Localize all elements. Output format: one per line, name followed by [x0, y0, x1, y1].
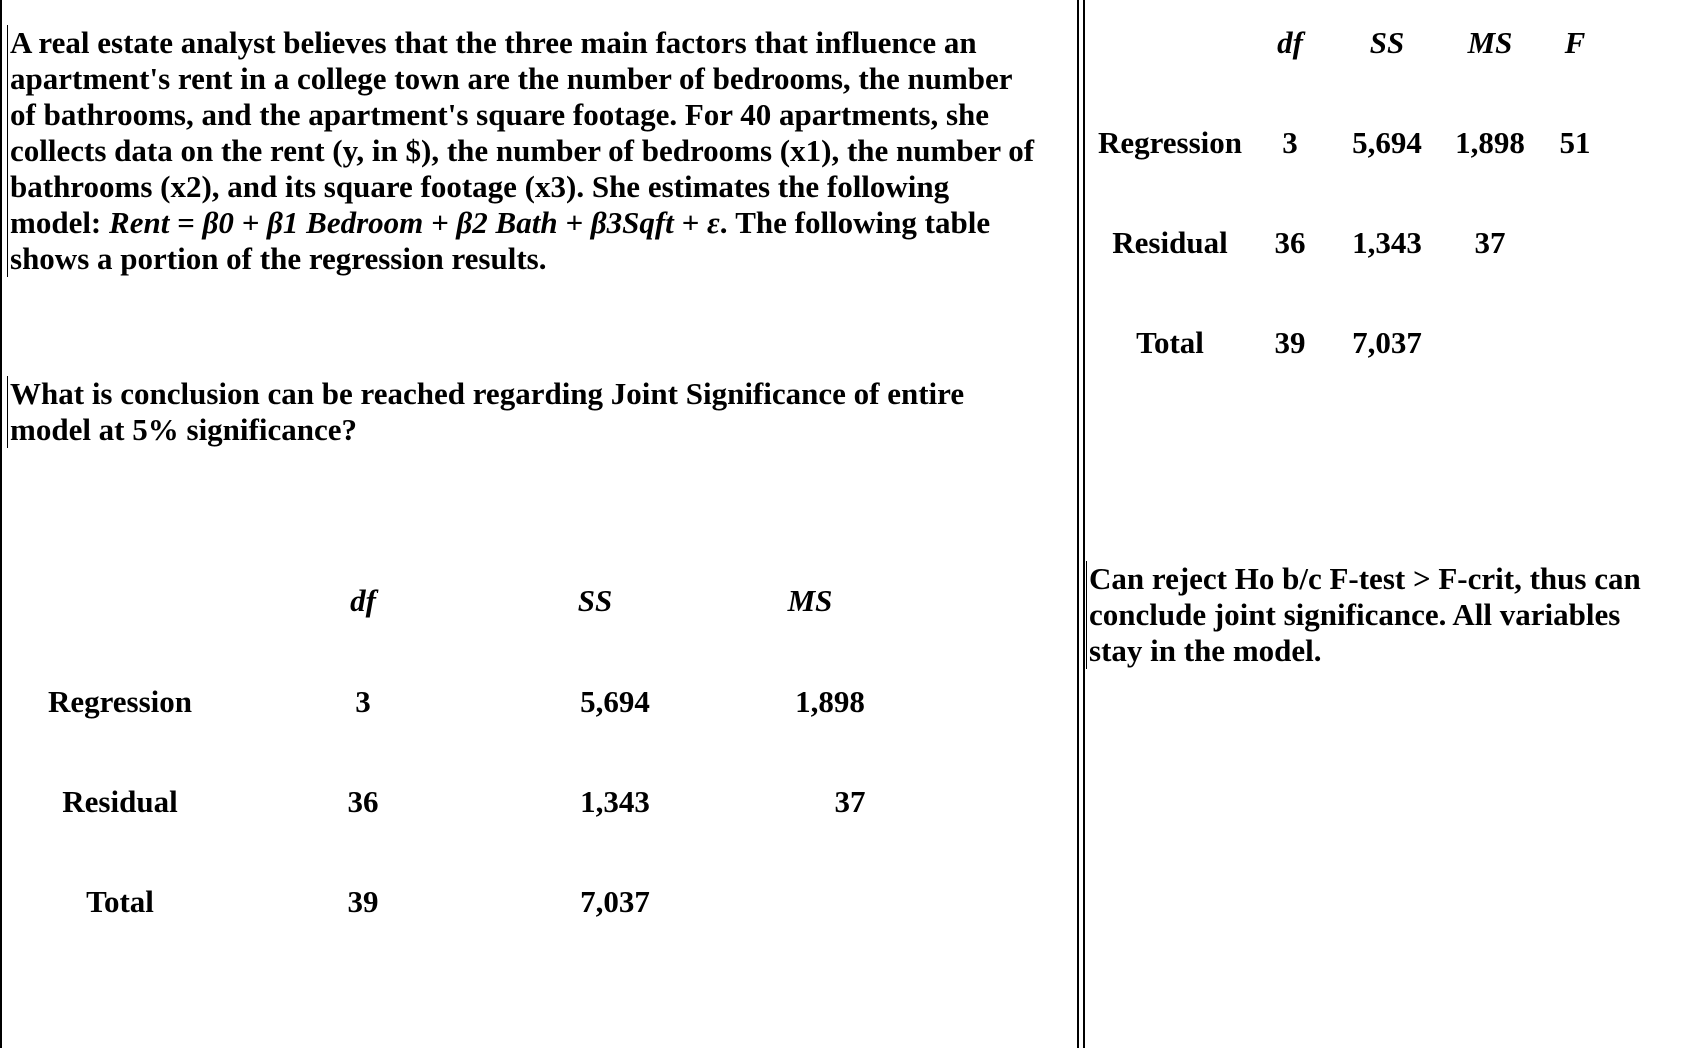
- cell-df: 39: [347, 884, 379, 919]
- cell-df: 36: [1274, 225, 1306, 260]
- cell-ms: 37: [834, 784, 866, 819]
- question-text: [7, 376, 964, 448]
- column-divider-line: [1077, 0, 1079, 1048]
- problem-line: bathrooms (x2), and its square footage (x3). She estimates the following: [10, 169, 950, 204]
- cell-ss: 5,694: [1352, 125, 1422, 160]
- cell-ms: 37: [1474, 225, 1506, 260]
- cell-df: 3: [1282, 125, 1298, 160]
- cell-ms: 1,898: [795, 684, 865, 719]
- cell-f: 51: [1559, 125, 1591, 160]
- model-tail: . The following table: [719, 205, 991, 240]
- row-label-total: Total: [1136, 325, 1204, 360]
- row-label-regression: Regression: [1097, 125, 1243, 160]
- cell-ss: 1,343: [580, 784, 650, 819]
- question-line: What is conclusion can be reached regarding Joint Significance of entire: [10, 376, 965, 411]
- problem-line: shows a portion of the regression results.: [10, 241, 547, 276]
- left-border-line: [0, 0, 2, 1048]
- problem-line: A real estate analyst believes that the three main factors that influence an: [10, 25, 977, 60]
- col-header-ms: MS: [1467, 25, 1513, 60]
- answer-line: Can reject Ho b/c F-test > F-crit, thus can: [1089, 561, 1641, 596]
- col-header-ss: SS: [577, 583, 613, 618]
- row-label-regression: Regression: [47, 684, 193, 719]
- row-label-residual: Residual: [1112, 225, 1228, 260]
- cell-df: 3: [355, 684, 371, 719]
- problem-statement: [7, 25, 1034, 277]
- answer-line: conclude joint significance. All variables: [1089, 597, 1621, 632]
- cell-ss: 1,343: [1352, 225, 1422, 260]
- cell-ss: 5,694: [580, 684, 650, 719]
- model-lead: model:: [10, 205, 110, 240]
- cell-df: 36: [347, 784, 379, 819]
- model-formula: Rent = β0 + β1 Bedroom + β2 Bath + β3Sqft + ε: [109, 205, 720, 240]
- cell-ss: 7,037: [580, 884, 650, 919]
- column-divider-line-inner: [1083, 0, 1085, 1048]
- col-header-ss: SS: [1369, 25, 1405, 60]
- problem-line-model: [10, 205, 1034, 241]
- row-label-residual: Residual: [62, 784, 178, 819]
- problem-line: apartment's rent in a college town are the number of bedrooms, the number: [10, 61, 1013, 96]
- answer-text: [1086, 561, 1641, 669]
- col-header-f: F: [1564, 25, 1586, 60]
- problem-line: collects data on the rent (y, in $), the number of bedrooms (x1), the number of: [10, 133, 1035, 168]
- problem-line: of bathrooms, and the apartment's square footage. For 40 apartments, she: [10, 97, 990, 132]
- col-header-df: df: [1277, 25, 1303, 60]
- col-header-df: df: [350, 583, 376, 618]
- answer-line: stay in the model.: [1089, 633, 1322, 668]
- col-header-ms: MS: [787, 583, 833, 618]
- cell-df: 39: [1274, 325, 1306, 360]
- cell-ms: 1,898: [1455, 125, 1525, 160]
- cell-ss: 7,037: [1352, 325, 1422, 360]
- row-label-total: Total: [86, 884, 154, 919]
- question-line: model at 5% significance?: [10, 412, 357, 447]
